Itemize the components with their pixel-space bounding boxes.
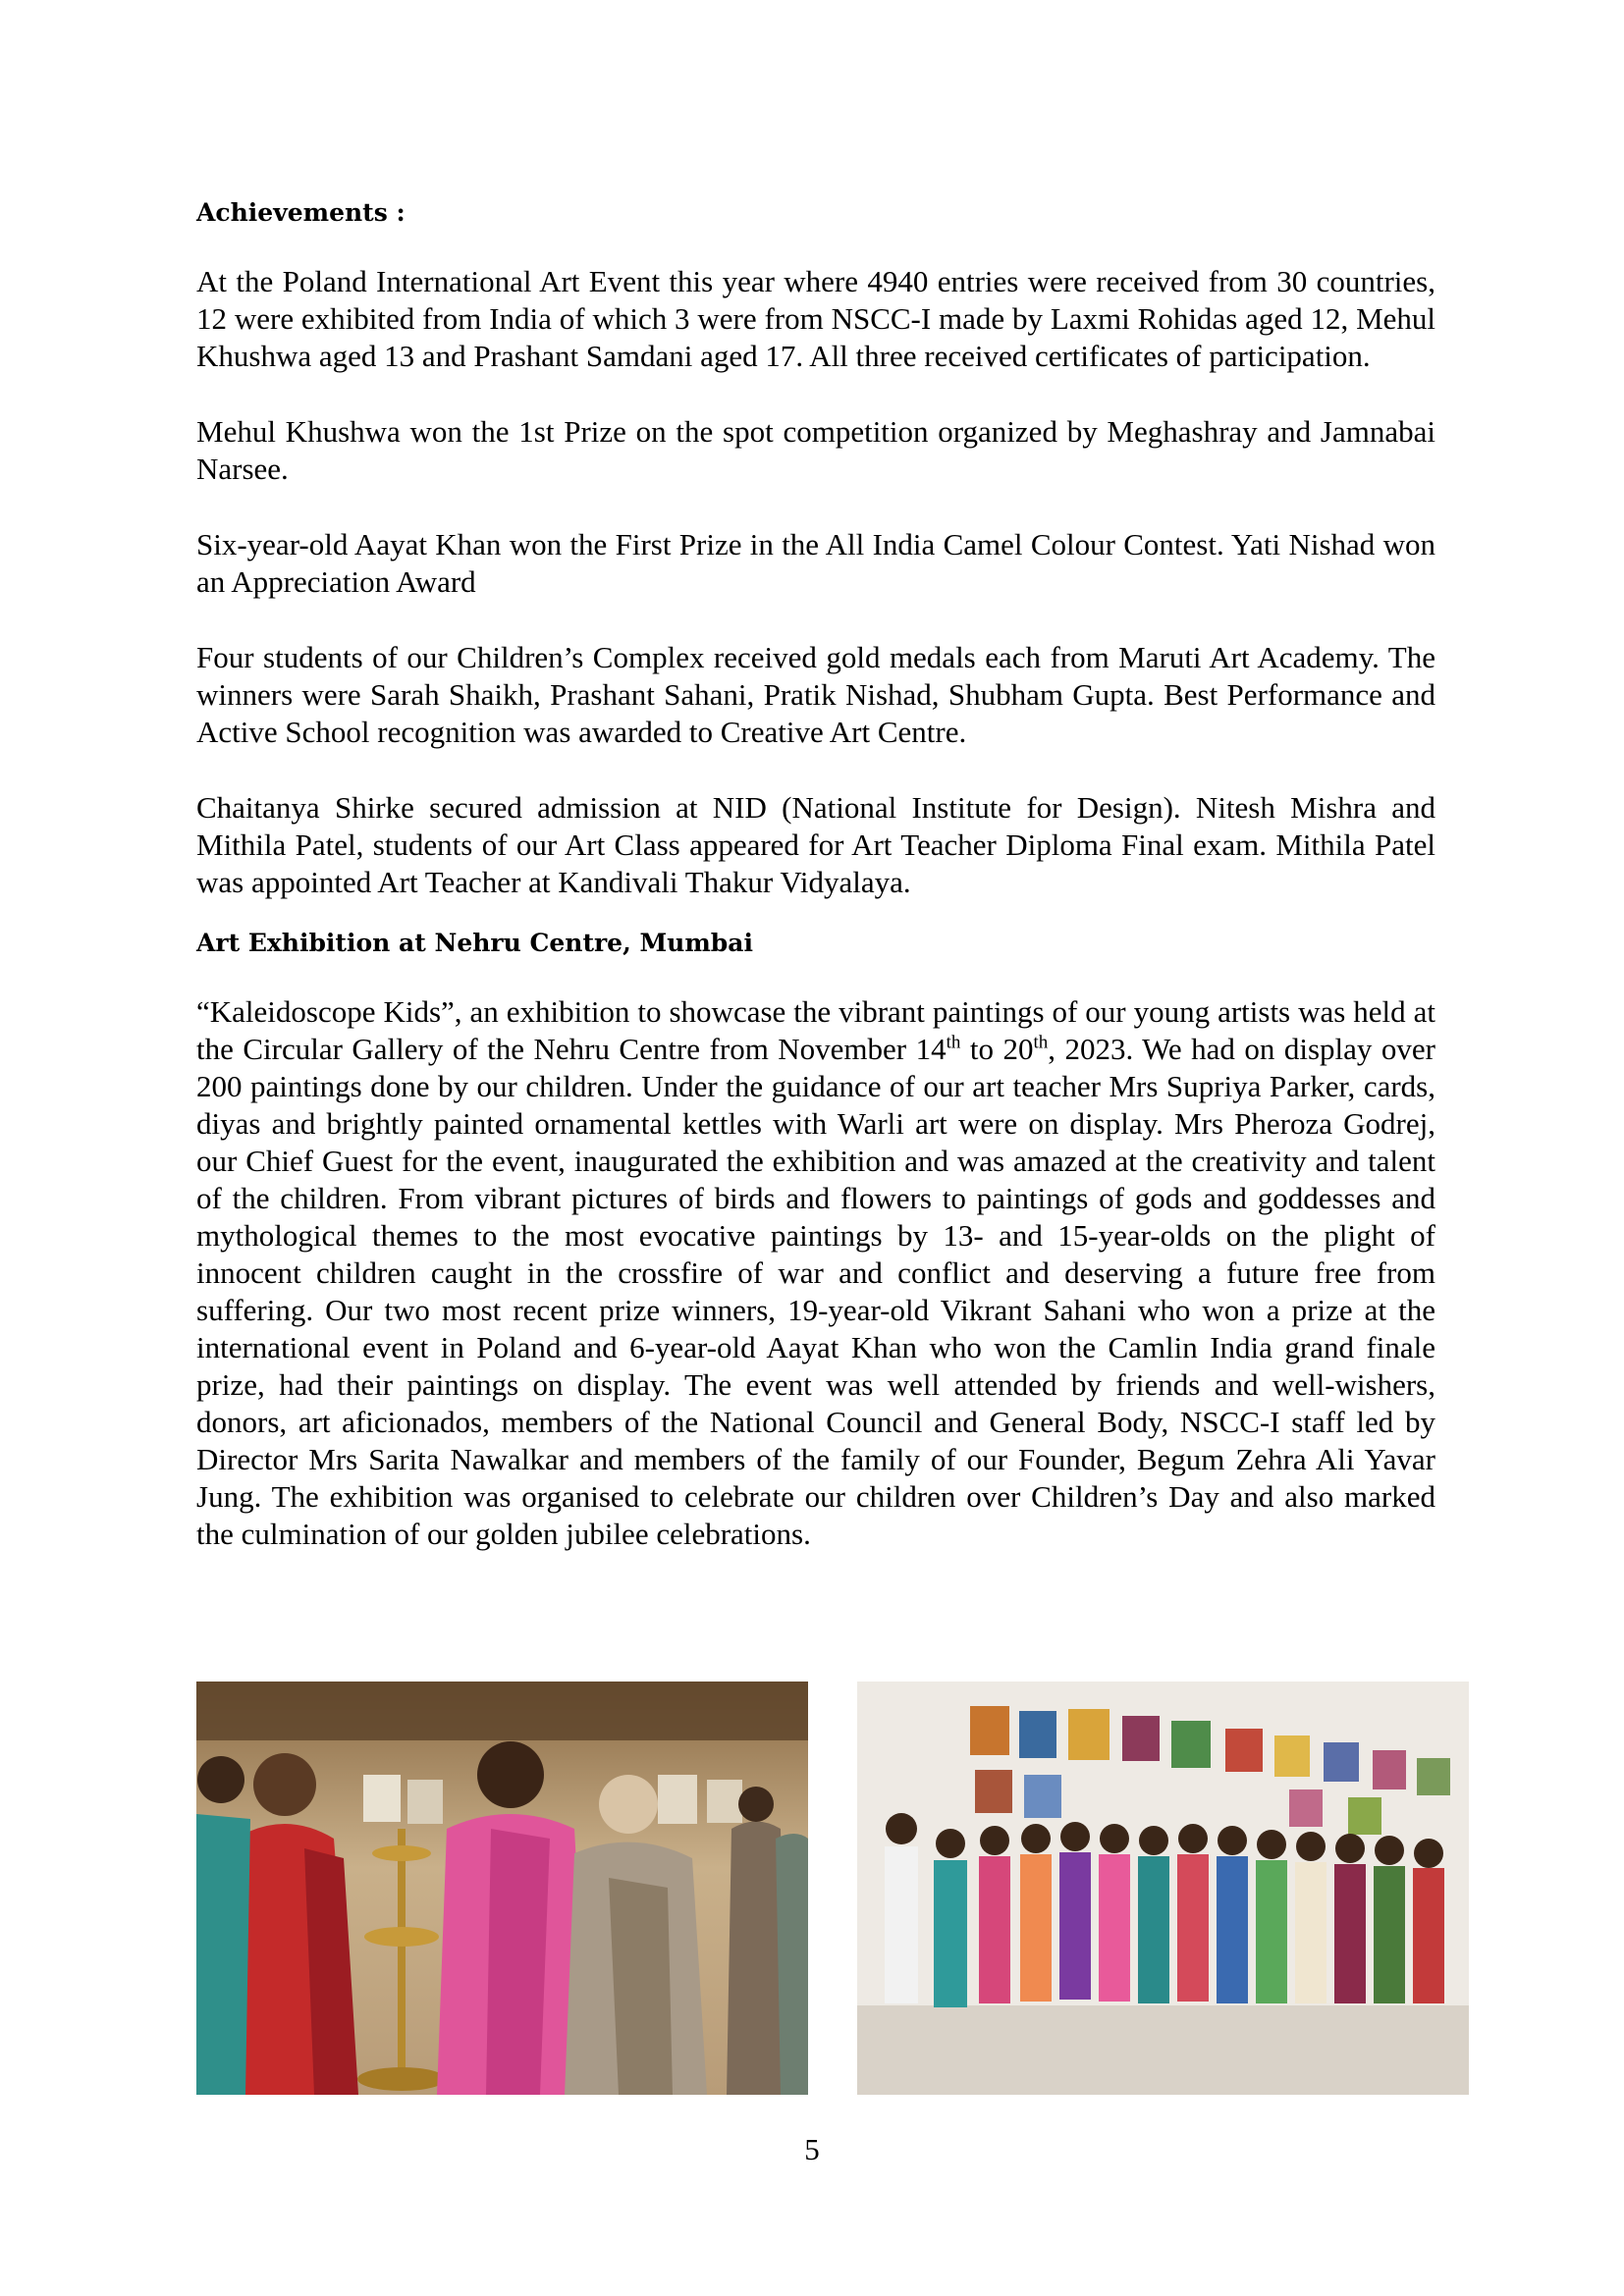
page-number: 5 bbox=[804, 2132, 820, 2166]
exhibition-text-part-3: , 2023. We had on display over 200 paintings done by our children. Under the guidance of our art teacher Mrs Supriya Parker, cards, diyas and brightly painted ornamental kettles with Warli art were on display. Mrs Pheroza Godrej, our Chief Guest for the event, inaugurated the exhibition and was amazed at the creativity and talent of the children. From vibrant pictures of birds and flowers to paintings of gods and goddesses and mythological themes to the most evocative paintings by 13- and 15-year-olds on the plight of innocent children caught in the crossfire of war and conflict and deserving a future free from suffering. Our two most recent prize winners, 19-year-old Vikrant Sahani who won a prize at the international event in Poland and 6-year-old Aayat Khan who won the Camlin India grand finale prize, had their paintings on display. The event was well attended by friends and well-wishers, donors, art aficionados, members of the National Council and General Body, NSCC-I staff led by Director Mrs Sarita Nawalkar and members of the family of our Founder, Begum Zehra Ali Yavar Jung. The exhibition was organised to celebrate our children over Children’s Day and also marked the culmination of our golden jubilee celebrations. bbox=[196, 1032, 1435, 1551]
achievement-paragraph-1: At the Poland International Art Event this year where 4940 entries were received from 30 countries, 12 were exhibited from India of which 3 were from NSCC-I made by Laxmi Rohidas aged 12, Mehul Khushwa aged 13 and Prashant Samdani aged 17. All three received certificates of participation. bbox=[196, 264, 1435, 373]
inauguration-photo bbox=[196, 1682, 808, 2095]
achievements-heading: Achievements : bbox=[196, 198, 406, 227]
superscript-th-1: th bbox=[946, 1032, 961, 1053]
page-content bbox=[196, 196, 1435, 1553]
exhibition-text-part-1: “Kaleidoscope Kids”, an exhibition to showcase the vibrant paintings of our young artists was held at the Circular Gallery of the Nehru Centre from November 14 bbox=[196, 994, 1435, 1066]
group-photo bbox=[857, 1682, 1469, 2095]
achievement-paragraph-5: Chaitanya Shirke secured admission at NID (National Institute for Design). Nitesh Mishra and Mithila Patel, students of our Art Class appeared for Art Teacher Diploma Final exam. Mithila Patel was appointed Art Teacher at Kandivali Thakur Vidyalaya. bbox=[196, 790, 1435, 899]
exhibition-paragraph bbox=[196, 993, 1435, 1553]
achievement-paragraph-3: Six-year-old Aayat Khan won the First Prize in the All India Camel Colour Contest. Yati Nishad won an Appreciation Award bbox=[196, 527, 1435, 599]
exhibition-text-part-2: to 20 bbox=[960, 1032, 1034, 1066]
superscript-th-2: th bbox=[1033, 1032, 1049, 1053]
exhibition-heading: Art Exhibition at Nehru Centre, Mumbai bbox=[196, 929, 753, 957]
achievement-paragraph-4: Four students of our Children’s Complex received gold medals each from Maruti Art Academy. The winners were Sarah Shaikh, Prashant Sahani, Pratik Nishad, Shubham Gupta. Best Performance and Active School recognition was awarded to Creative Art Centre. bbox=[196, 640, 1435, 749]
achievement-paragraph-2: Mehul Khushwa won the 1st Prize on the spot competition organized by Meghashray and Jamnabai Narsee. bbox=[196, 414, 1435, 486]
